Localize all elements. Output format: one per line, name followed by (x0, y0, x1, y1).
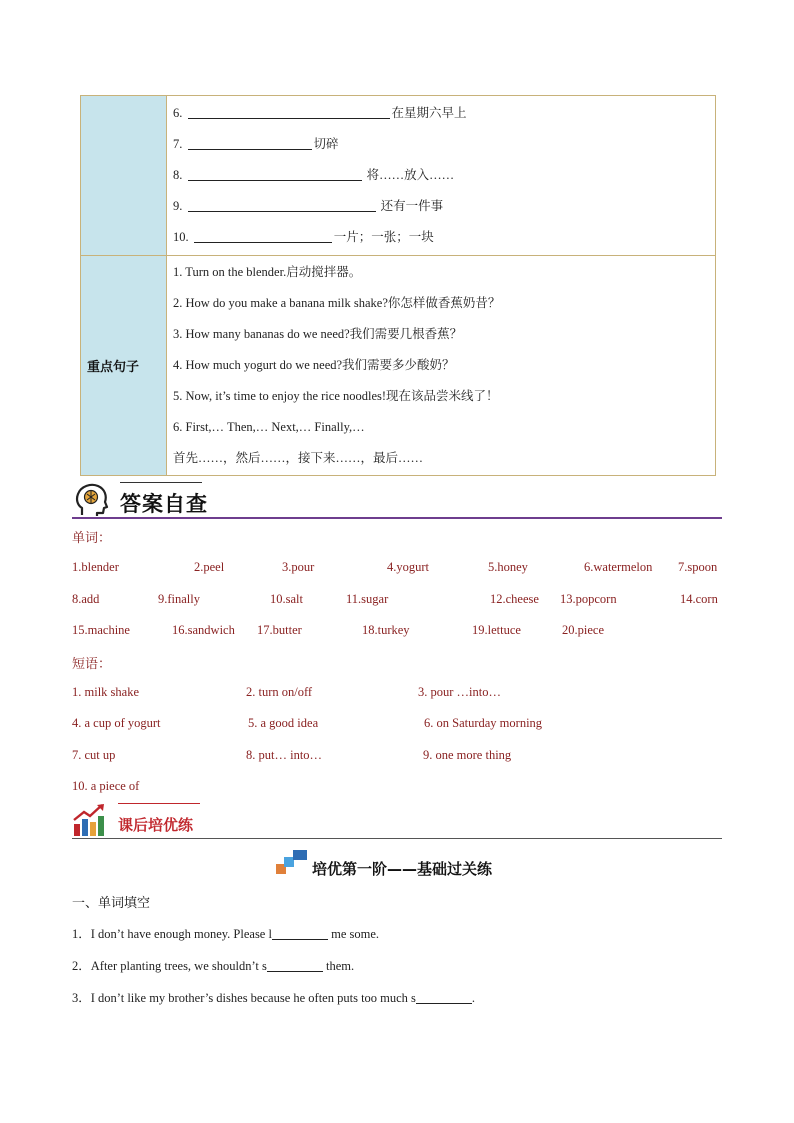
answer-blank[interactable] (416, 988, 472, 1004)
question-text: me some. (327, 927, 380, 941)
answer-blank[interactable] (188, 196, 376, 212)
word-answer: 1.blender (72, 560, 119, 574)
exercise-heading: 一、单词填空 (72, 896, 151, 911)
word-answer: 14.corn (680, 592, 718, 606)
chinese-meaning: 还有一件事 (377, 199, 444, 213)
word-answer: 11.sugar (346, 592, 389, 606)
sentence-line: 首先……，然后……，接下来……，最后…… (173, 451, 424, 465)
question-text: 3．I don’t like my brother’s dishes because he often puts too much s (72, 991, 416, 1005)
chinese-meaning: 将……放入…… (363, 168, 455, 182)
word-answer: 8.add (72, 592, 100, 606)
section-rule (72, 838, 722, 839)
answer-blank[interactable] (188, 165, 362, 181)
word-answer: 5.honey (488, 560, 528, 574)
answer-blank[interactable] (267, 956, 323, 972)
phrase-answer: 10. a piece of (72, 779, 140, 793)
question-3 (72, 988, 475, 1006)
answer-blank[interactable] (272, 924, 328, 940)
line-number: 9. (173, 199, 183, 213)
phrase-answer: 5. a good idea (248, 716, 319, 730)
word-answer: 10.salt (270, 592, 303, 606)
word-answer: 3.pour (282, 560, 315, 574)
phrases-label: 短语： (72, 657, 112, 672)
chinese-meaning: 在星期六早上 (391, 106, 467, 120)
word-answer: 16.sandwich (172, 623, 235, 637)
word-answer: 4.yogurt (387, 560, 430, 574)
growth-chart-icon (72, 802, 108, 838)
phrase-line-7 (173, 129, 709, 160)
phrase-answer: 4. a cup of yogurt (72, 716, 161, 730)
line-number: 8. (173, 168, 183, 182)
word-answer: 13.popcorn (560, 592, 617, 606)
sentence-line: 3. How many bananas do we need?我们需要几根香蕉？ (173, 327, 463, 341)
phrase-answer: 1. milk shake (72, 685, 140, 699)
answer-blank[interactable] (188, 103, 390, 119)
header-accent-line (118, 803, 200, 804)
row-label-phrases (81, 96, 167, 255)
words-label: 单词： (72, 531, 112, 546)
sentence-line: 2. How do you make a banana milk shake?你怎样做香蕉奶昔？ (173, 296, 501, 310)
phrase-answer: 6. on Saturday morning (424, 716, 543, 730)
section-title: 答案自查 (120, 492, 208, 516)
word-answer: 7.spoon (678, 560, 718, 574)
phrase-line-9 (173, 191, 709, 222)
phrase-answer: 7. cut up (72, 748, 116, 762)
phrase-answer: 9. one more thing (423, 748, 512, 762)
chinese-meaning: 切碎 (313, 137, 339, 151)
table-row-key-sentences (81, 255, 715, 475)
answer-blank[interactable] (188, 134, 312, 150)
section-title: 课后培优练 (118, 816, 194, 834)
word-answer: 6.watermelon (584, 560, 653, 574)
sentence-line: 4. How much yogurt do we need?我们需要多少酸奶？ (173, 358, 455, 372)
phrase-line-6 (173, 98, 709, 129)
word-answer: 2.peel (194, 560, 225, 574)
stairs-icon (276, 848, 310, 876)
stage-title: 培优第一阶——基础过关练 (312, 860, 493, 878)
word-answer: 18.turkey (362, 623, 410, 637)
header-accent-line (120, 482, 202, 483)
vocab-table (80, 95, 716, 476)
phrase-answer: 3. pour …into… (418, 685, 501, 699)
question-text: 2．After planting trees, we shouldn’t s (72, 959, 267, 973)
phrase-answer: 2. turn on/off (246, 685, 313, 699)
question-text: . (471, 991, 476, 1005)
chinese-meaning: 一片；一张；一块 (333, 230, 434, 244)
question-text: them. (322, 959, 355, 973)
word-answer: 20.piece (562, 623, 604, 637)
phrase-answer: 8. put… into… (246, 748, 323, 762)
line-number: 10. (173, 230, 189, 244)
question-text: 1．I don’t have enough money. Please l (72, 927, 272, 941)
word-answer: 17.butter (257, 623, 302, 637)
question-1 (72, 924, 379, 942)
word-answer: 15.machine (72, 623, 130, 637)
answer-blank[interactable] (194, 227, 332, 243)
answer-check-header (72, 478, 722, 520)
question-2 (72, 956, 354, 974)
word-answer: 12.cheese (490, 592, 539, 606)
table-row-phrases (81, 96, 715, 255)
practice-header (72, 802, 722, 842)
thinking-head-icon (74, 482, 110, 518)
phrase-line-8 (173, 160, 709, 191)
phrase-line-10 (173, 222, 709, 253)
row-label-key-sentences: 重点句子 (81, 256, 167, 475)
sentence-line: 5. Now, it’s time to enjoy the rice noodles!现在该品尝米线了！ (173, 389, 499, 403)
line-number: 6. (173, 106, 183, 120)
line-number: 7. (173, 137, 183, 151)
word-answer: 9.finally (158, 592, 201, 606)
sentence-line: 6. First,… Then,… Next,… Finally,… (173, 420, 365, 434)
word-answer: 19.lettuce (472, 623, 521, 637)
sentence-line: 1. Turn on the blender.启动搅拌器。 (173, 265, 362, 279)
section-rule (72, 517, 722, 519)
